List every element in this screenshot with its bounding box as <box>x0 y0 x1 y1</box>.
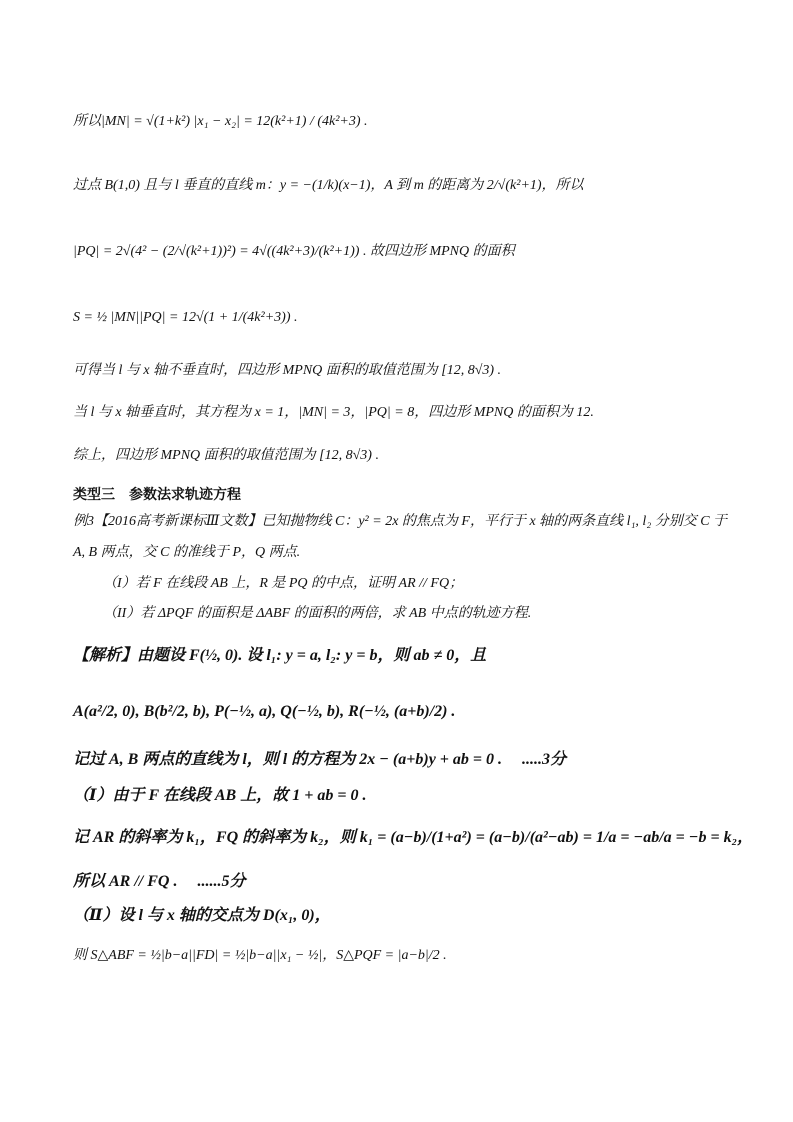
example-statement: 例3【2016高考新课标Ⅲ文数】已知抛物线 C：y² = 2x 的焦点为 F，平行于 x 轴的两条直线 l₁, l₂ 分别交 C 于 <box>73 514 728 529</box>
solution-part-2: （Ⅱ）设 l 与 x 轴的交点为 D(x₁, 0)， <box>73 907 331 924</box>
text-line-line-m: 过点 B(1,0) 且与 l 垂直的直线 m：y = −(1/k)(x−1)，A 到 m 的距离为 2/√(k²+1)，所以 <box>73 178 584 193</box>
solution-areas: 则 S△ABF = ½|b−a||FD| = ½|b−a||x₁ − ½|，S△PQF = |a−b|/2 . <box>73 948 447 963</box>
example-part-1: （I）若 F 在线段 AB 上，R 是 PQ 的中点，证明 AR // FQ； <box>103 576 464 591</box>
text-line-vertical-case: 当 l 与 x 轴垂直时，其方程为 x = 1，|MN| = 3，|PQ| = 8，四边形 MPNQ 的面积为 12. <box>73 405 594 420</box>
solution-intro: 【解析】由题设 F(½, 0). 设 l₁: y = a, l₂: y = b，则 ab ≠ 0，且 <box>73 647 487 664</box>
solution-parallel: 所以 AR // FQ . ......5分 <box>73 873 246 890</box>
example-statement-cont: A, B 两点，交 C 的准线于 P，Q 两点. <box>73 545 301 560</box>
text-line-pq-length: |PQ| = 2√(4² − (2/√(k²+1))²) = 4√((4k²+3)/(k²+1)) . 故四边形 MPNQ 的面积 <box>73 244 515 259</box>
solution-slopes: 记 AR 的斜率为 k₁，FQ 的斜率为 k₂，则 k₁ = (a−b)/(1+a²) = (a−b)/(a²−ab) = 1/a = −ab/a = −b = k₂， <box>73 829 754 846</box>
text-line-area-s: S = ½ |MN||PQ| = 12√(1 + 1/(4k²+3)) . <box>73 310 298 325</box>
text-line-mn-length: 所以|MN| = √(1+k²) |x₁ − x₂| = 12(k²+1) / (4k²+3) . <box>73 114 368 129</box>
text-line-range-not-vertical: 可得当 l 与 x 轴不垂直时，四边形 MPNQ 面积的取值范围为 [12, 8√3) . <box>73 363 502 378</box>
solution-points: A(a²/2, 0), B(b²/2, b), P(−½, a), Q(−½, b), R(−½, (a+b)/2) . <box>73 703 456 720</box>
example-part-2: （II）若 ΔPQF 的面积是 ΔABF 的面积的两倍，求 AB 中点的轨迹方程. <box>103 606 532 621</box>
text-line-conclusion: 综上，四边形 MPNQ 面积的取值范围为 [12, 8√3) . <box>73 448 379 463</box>
section-heading: 类型三 参数法求轨迹方程 <box>73 487 241 503</box>
solution-line-l: 记过 A, B 两点的直线为 l，则 l 的方程为 2x − (a+b)y + ab = 0 . .....3分 <box>73 751 567 768</box>
solution-part-1: （Ⅰ）由于 F 在线段 AB 上，故 1 + ab = 0 . <box>73 787 367 804</box>
